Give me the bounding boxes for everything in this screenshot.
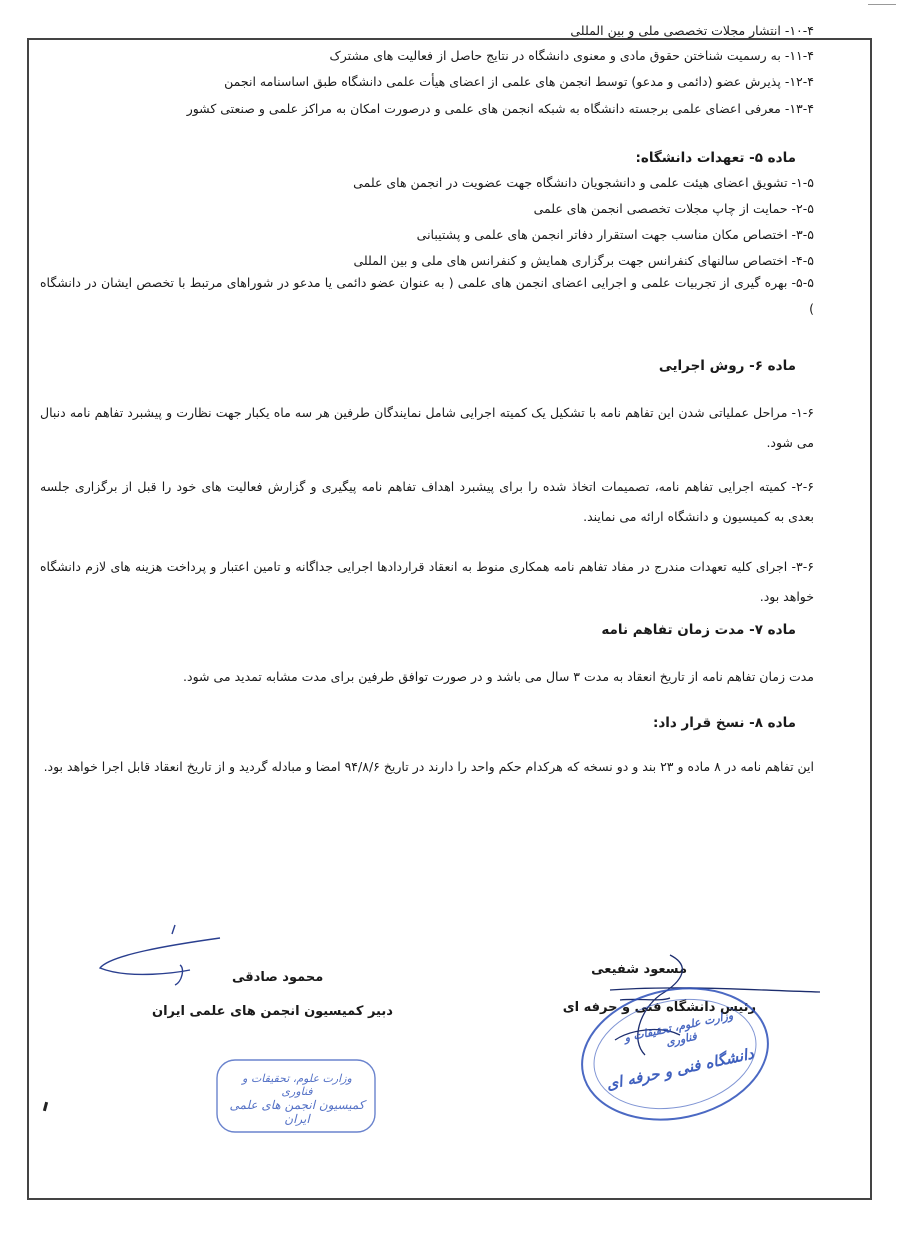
right-signatory-name: مسعود شفیعی	[591, 962, 687, 977]
right-stamp-line-1: وزارت علوم، تحقیقات و فناوری	[623, 1008, 735, 1049]
art4-item-13: ۱۳-۴- معرفی اعضای علمی برجسته دانشگاه به شبکه انجمن های علمی و درصورت امکان به مراکز علمی و صنعتی کشور	[186, 101, 814, 116]
art8-heading: ماده ۸- نسخ قرار داد:	[652, 715, 796, 731]
art6-heading: ماده ۶- روش اجرایی	[658, 358, 796, 374]
left-signatory-name: محمود صادقی	[232, 970, 324, 985]
art5-item-4: ۴-۵- اختصاص سالنهای کنفرانس جهت برگزاری همایش و کنفرانس های ملی و بین المللی	[353, 253, 814, 268]
art5-heading: ماده ۵- تعهدات دانشگاه:	[635, 150, 796, 166]
art7-para: مدت زمان تفاهم نامه از تاریخ انعقاد به مدت ۳ سال می باشد و در صورت توافق طرفین برای مدت مشابه تمدید می شود.	[183, 669, 814, 684]
left-stamp-line-2: کمیسیون انجمن های علمی ایران	[229, 1098, 365, 1126]
art5-item-3: ۳-۵- اختصاص مکان مناسب جهت استقرار دفاتر انجمن های علمی و پشتیبانی	[416, 227, 814, 242]
art6-para-3: ۳-۶- اجرای کلیه تعهدات مندرج در مفاد تفاهم نامه همکاری منوط به انعقاد قراردادها اجرایی جداگانه و تامین اعتبار و پرداخت هزینه های لازم دانشگاه خواهد بود.	[40, 559, 814, 604]
right-stamp-line-2: دانشگاه فنی و حرفه ای	[604, 1044, 756, 1094]
left-stamp-line-1: وزارت علوم، تحقیقات و فناوری	[242, 1072, 352, 1098]
scan-edge-mark	[868, 4, 896, 5]
art7-heading: ماده ۷- مدت زمان تفاهم نامه	[601, 622, 796, 638]
left-signature-scribble	[90, 920, 290, 1020]
art5-item-5: ۵-۵- بهره گیری از تجربیات علمی و اجرایی اعضای انجمن های علمی ( به عنوان عضو دائمی یا مدعو در شوراهای مرتبط با تخصص ایشان در دانشگاه )	[40, 275, 814, 316]
art4-item-11: ۱۱-۴- به رسمیت شناختن حقوق مادی و معنوی دانشگاه در نتایج حاصل از فعالیت های مشترک	[329, 48, 814, 63]
art8-para: این تفاهم نامه در ۸ ماده و ۲۳ بند و دو نسخه که هرکدام حکم واحد را دارند در تاریخ ۹۴/۸/۶ امضا و مبادله گردید و از تاریخ انعقاد قابل اجرا خواهد بود.	[43, 759, 814, 774]
right-signatory-title: رئیس دانشگاه فنی و حرفه ای	[562, 1000, 756, 1015]
art4-item-10: ۱۰-۴- انتشار مجلات تخصصی ملی و بین المللی	[570, 23, 814, 38]
art5-item-1: ۱-۵- تشویق اعضای هیئت علمی و دانشجویان دانشگاه جهت عضویت در انجمن های علمی	[353, 175, 814, 190]
left-signatory-title: دبیر کمیسیون انجمن های علمی ایران	[152, 1004, 393, 1019]
art6-para-2: ۲-۶- کمیته اجرایی تفاهم نامه، تصمیمات اتخاذ شده را برای پیشبرد اهداف تفاهم نامه پیگیری و گزارش فعالیت های خود را قبل از برگزاری جلسه بعدی به کمیسیون و دانشگاه ارائه می نمایند.	[40, 479, 814, 524]
art4-item-12: ۱۲-۴- پذیرش عضو (دائمی و مدعو) توسط انجمن های علمی از اعضای هیأت علمی دانشگاه طبق اساسنامه انجمن	[224, 74, 814, 89]
art6-para-1: ۱-۶- مراحل عملیاتی شدن این تفاهم نامه با تشکیل یک کمیته اجرایی شامل نمایندگان طرفین هر سه ماه یکبار جهت نظارت و پیشبرد تفاهم نامه دنبال می شود.	[40, 405, 814, 450]
art5-item-2: ۲-۵- حمایت از چاپ مجلات تخصصی انجمن های علمی	[533, 201, 814, 216]
